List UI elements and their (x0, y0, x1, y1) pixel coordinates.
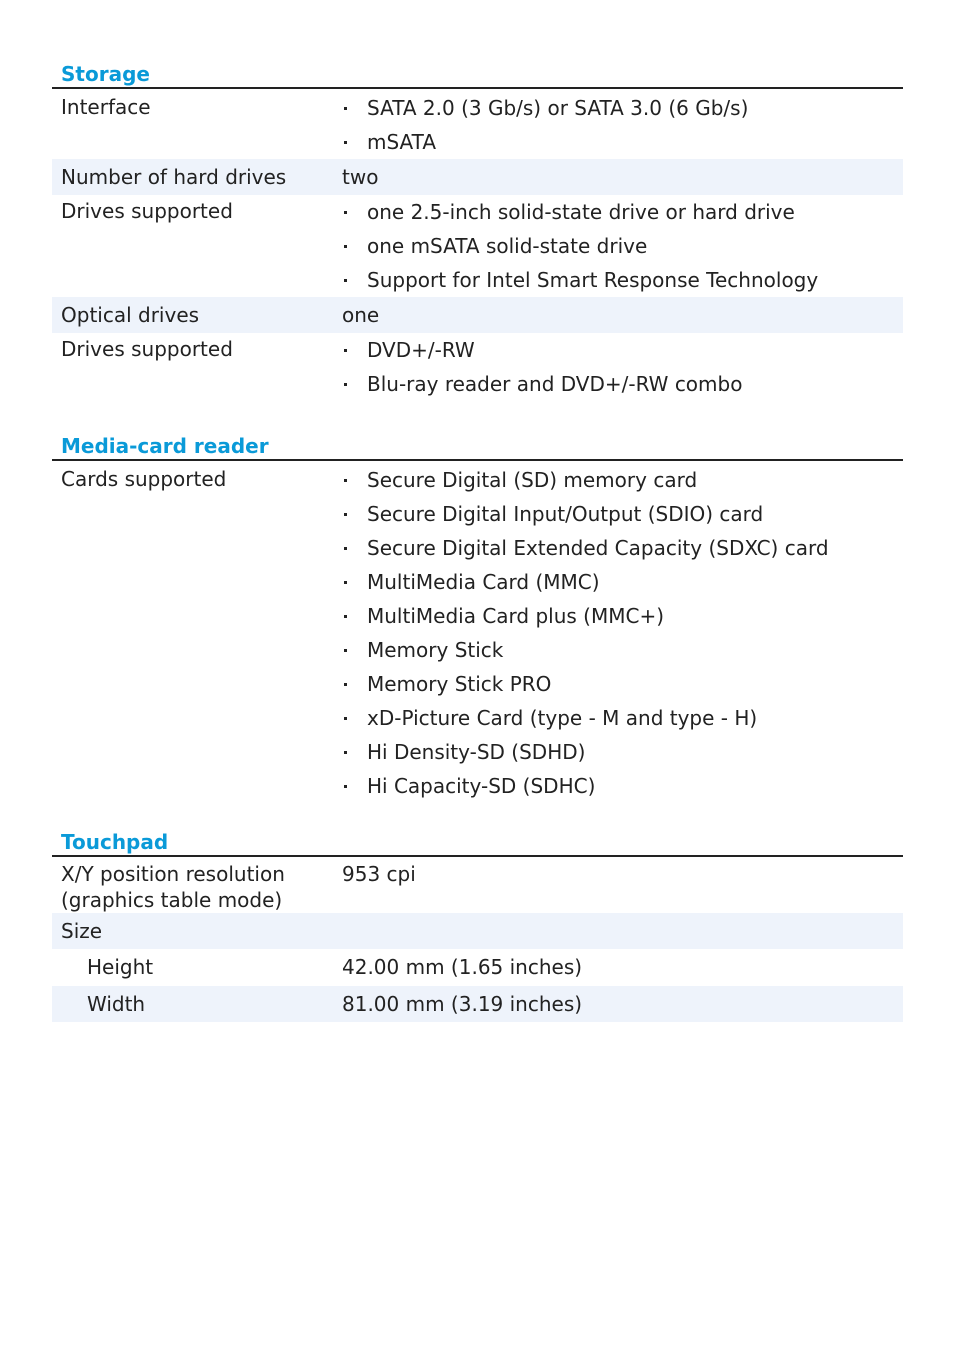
row-optical-supported (52, 333, 903, 401)
list-item: Blu-ray reader and DVD+/-RW combo (342, 367, 903, 401)
list-item: MultiMedia Card (MMC) (342, 565, 903, 599)
list-item: Memory Stick (342, 633, 903, 667)
row-value: 81.00 mm (3.19 inches) (342, 992, 583, 1016)
row-value (342, 91, 903, 159)
row-cards-supported (52, 463, 903, 803)
list-item: Secure Digital (SD) memory card (342, 463, 903, 497)
row-value: two (342, 165, 379, 189)
row-label: Width (87, 992, 146, 1016)
row-label: Height (87, 955, 154, 979)
row-label: Optical drives (61, 303, 200, 327)
media-section (52, 431, 903, 803)
storage-section (52, 59, 903, 401)
row-size (52, 913, 903, 949)
list-item: mSATA (342, 125, 903, 159)
row-label (52, 861, 342, 912)
row-value (342, 463, 903, 803)
bullet-list (342, 463, 903, 803)
touchpad-section (52, 827, 903, 1022)
bullet-list (342, 195, 903, 297)
row-width (52, 986, 903, 1022)
section-title-media: Media-card reader (52, 431, 903, 461)
list-item: Hi Density-SD (SDHD) (342, 735, 903, 769)
row-height (52, 949, 903, 986)
bullet-list (342, 333, 903, 401)
list-item: SATA 2.0 (3 Gb/s) or SATA 3.0 (6 Gb/s) (342, 91, 903, 125)
label-line: X/Y position resolution (61, 862, 285, 886)
row-label: Drives supported (61, 199, 233, 223)
list-item: Memory Stick PRO (342, 667, 903, 701)
list-item: DVD+/-RW (342, 333, 903, 367)
list-item: xD-Picture Card (type - M and type - H) (342, 701, 903, 735)
list-item: one mSATA solid-state drive (342, 229, 903, 263)
row-label: Cards supported (61, 467, 227, 491)
row-drives-supported (52, 195, 903, 297)
row-value (342, 333, 903, 401)
label-line: (graphics table mode) (61, 888, 283, 912)
row-label: Size (61, 919, 103, 943)
section-title-touchpad: Touchpad (52, 827, 903, 857)
row-value (342, 195, 903, 297)
list-item: one 2.5-inch solid-state drive or hard drive (342, 195, 903, 229)
list-item: MultiMedia Card plus (MMC+) (342, 599, 903, 633)
row-label: Number of hard drives (61, 165, 287, 189)
row-resolution (52, 857, 903, 913)
row-hard-drives (52, 159, 903, 195)
row-label: Drives supported (61, 337, 233, 361)
list-item: Support for Intel Smart Response Technology (342, 263, 903, 297)
row-value: 42.00 mm (1.65 inches) (342, 955, 583, 979)
row-interface (52, 91, 903, 159)
section-title-storage: Storage (52, 59, 903, 89)
row-optical-drives (52, 297, 903, 333)
bullet-list (342, 91, 903, 159)
list-item: Hi Capacity-SD (SDHC) (342, 769, 903, 803)
list-item: Secure Digital Input/Output (SDIO) card (342, 497, 903, 531)
row-label: Interface (61, 95, 151, 119)
row-value (342, 913, 903, 949)
row-value: one (342, 303, 380, 327)
list-item: Secure Digital Extended Capacity (SDXC) card (342, 531, 903, 565)
row-value: 953 cpi (342, 862, 416, 886)
